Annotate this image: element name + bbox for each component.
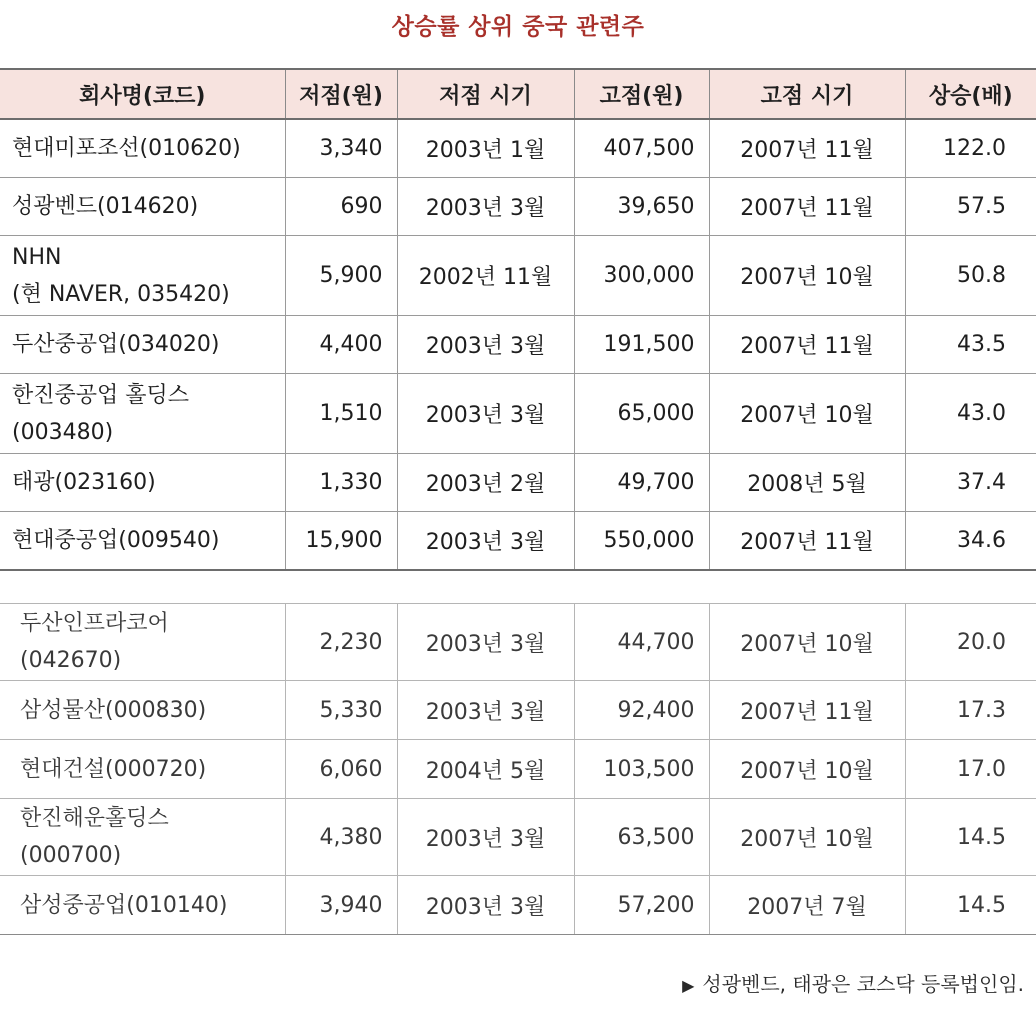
- high-date-cell: 2007년 10월: [709, 799, 905, 876]
- high-date-cell: 2007년 11월: [709, 681, 905, 740]
- high-price-cell: 191,500: [574, 316, 709, 374]
- low-price-cell: 3,940: [285, 876, 397, 935]
- low-date-cell: 2003년 2월: [397, 454, 574, 512]
- table-row: [0, 740, 1036, 799]
- company-cell: [0, 316, 285, 374]
- high-price-cell: 49,700: [574, 454, 709, 512]
- high-date-cell: 2007년 10월: [709, 374, 905, 454]
- multiple-cell: 17.3: [905, 681, 1036, 740]
- multiple-cell: 50.8: [905, 236, 1036, 316]
- footnote: [682, 968, 1024, 997]
- low-price-cell: 3,340: [285, 119, 397, 178]
- company-name: 성광벤드(014620): [12, 194, 199, 219]
- table-row: [0, 799, 1036, 876]
- high-price-cell: 92,400: [574, 681, 709, 740]
- low-date-cell: 2003년 3월: [397, 374, 574, 454]
- table-title: 상승률 상위 중국 관련주: [391, 14, 645, 40]
- high-price-cell: 44,700: [574, 604, 709, 681]
- table-row: [0, 119, 1036, 178]
- low-price-cell: 4,400: [285, 316, 397, 374]
- low-date-cell: 2003년 3월: [397, 512, 574, 571]
- company-name: 두산중공업(034020): [12, 332, 220, 357]
- header-multiple: 상승(배): [905, 69, 1036, 119]
- company-name: 태광(023160): [12, 470, 156, 495]
- multiple-cell: 122.0: [905, 119, 1036, 178]
- multiple-cell: 14.5: [905, 799, 1036, 876]
- table-row: [0, 374, 1036, 454]
- triangle-marker-icon: ▶: [682, 976, 695, 995]
- multiple-cell: 20.0: [905, 604, 1036, 681]
- high-price-cell: 39,650: [574, 178, 709, 236]
- high-price-cell: 57,200: [574, 876, 709, 935]
- low-date-cell: 2003년 3월: [397, 604, 574, 681]
- main-stock-table: [0, 68, 1036, 571]
- high-price-cell: 103,500: [574, 740, 709, 799]
- company-name: 현대미포조선(010620): [12, 136, 241, 161]
- company-name: 삼성중공업(010140): [20, 892, 228, 918]
- company-cell: [0, 681, 285, 740]
- low-date-cell: 2003년 3월: [397, 178, 574, 236]
- low-price-cell: 1,330: [285, 454, 397, 512]
- high-date-cell: 2007년 11월: [709, 512, 905, 571]
- company-cell: [0, 799, 285, 876]
- company-code: (003480): [12, 419, 114, 445]
- company-code: (000700): [20, 843, 122, 868]
- low-date-cell: 2003년 3월: [397, 681, 574, 740]
- company-cell: [0, 454, 285, 512]
- low-price-cell: 15,900: [285, 512, 397, 571]
- table-row: [0, 316, 1036, 374]
- low-price-cell: 690: [285, 178, 397, 236]
- high-price-cell: 300,000: [574, 236, 709, 316]
- company-name: 삼성물산(000830): [20, 697, 207, 723]
- table-row: [0, 681, 1036, 740]
- high-date-cell: 2007년 11월: [709, 119, 905, 178]
- company-name: NHN: [12, 244, 62, 270]
- low-date-cell: 2003년 3월: [397, 876, 574, 935]
- multiple-cell: 17.0: [905, 740, 1036, 799]
- high-date-cell: 2007년 10월: [709, 236, 905, 316]
- company-cell: [0, 374, 285, 454]
- multiple-cell: 14.5: [905, 876, 1036, 935]
- low-price-cell: 4,380: [285, 799, 397, 876]
- low-price-cell: 5,330: [285, 681, 397, 740]
- continued-stock-table: [0, 603, 1036, 935]
- table-row: [0, 604, 1036, 681]
- company-cell: [0, 178, 285, 236]
- multiple-cell: 34.6: [905, 512, 1036, 571]
- table-row: [0, 876, 1036, 935]
- header-company: 회사명(코드): [0, 69, 285, 119]
- company-code: (042670): [20, 648, 122, 673]
- company-name: 한진해운홀딩스: [20, 806, 169, 831]
- low-date-cell: 2003년 1월: [397, 119, 574, 178]
- company-name: 현대건설(000720): [20, 756, 207, 782]
- table-row: [0, 454, 1036, 512]
- company-cell: [0, 876, 285, 935]
- header-high-date: 고점 시기: [709, 69, 905, 119]
- header-row: [0, 69, 1036, 119]
- company-name: 현대중공업(009540): [12, 528, 220, 553]
- high-date-cell: 2007년 10월: [709, 740, 905, 799]
- header-low-date: 저점 시기: [397, 69, 574, 119]
- company-code: (현 NAVER, 035420): [12, 281, 230, 307]
- low-price-cell: 5,900: [285, 236, 397, 316]
- low-price-cell: 1,510: [285, 374, 397, 454]
- multiple-cell: 37.4: [905, 454, 1036, 512]
- low-date-cell: 2002년 11월: [397, 236, 574, 316]
- company-cell: [0, 236, 285, 316]
- high-price-cell: 407,500: [574, 119, 709, 178]
- low-date-cell: 2004년 5월: [397, 740, 574, 799]
- footnote-text: 성광벤드, 태광은 코스닥 등록법인임.: [702, 972, 1024, 996]
- multiple-cell: 43.5: [905, 316, 1036, 374]
- table-row: [0, 178, 1036, 236]
- low-date-cell: 2003년 3월: [397, 799, 574, 876]
- low-price-cell: 2,230: [285, 604, 397, 681]
- company-cell: [0, 512, 285, 571]
- table-row: [0, 236, 1036, 316]
- multiple-cell: 57.5: [905, 178, 1036, 236]
- low-price-cell: 6,060: [285, 740, 397, 799]
- company-cell: [0, 119, 285, 178]
- multiple-cell: 43.0: [905, 374, 1036, 454]
- header-high-price: 고점(원): [574, 69, 709, 119]
- company-cell: [0, 604, 285, 681]
- high-date-cell: 2007년 11월: [709, 316, 905, 374]
- company-name: 한진중공업 홀딩스: [12, 382, 190, 408]
- high-date-cell: 2007년 10월: [709, 604, 905, 681]
- high-price-cell: 65,000: [574, 374, 709, 454]
- company-name: 두산인프라코어: [20, 611, 169, 636]
- low-date-cell: 2003년 3월: [397, 316, 574, 374]
- high-date-cell: 2008년 5월: [709, 454, 905, 512]
- header-low-price: 저점(원): [285, 69, 397, 119]
- high-date-cell: 2007년 11월: [709, 178, 905, 236]
- high-price-cell: 63,500: [574, 799, 709, 876]
- high-price-cell: 550,000: [574, 512, 709, 571]
- table-row: [0, 512, 1036, 571]
- high-date-cell: 2007년 7월: [709, 876, 905, 935]
- company-cell: [0, 740, 285, 799]
